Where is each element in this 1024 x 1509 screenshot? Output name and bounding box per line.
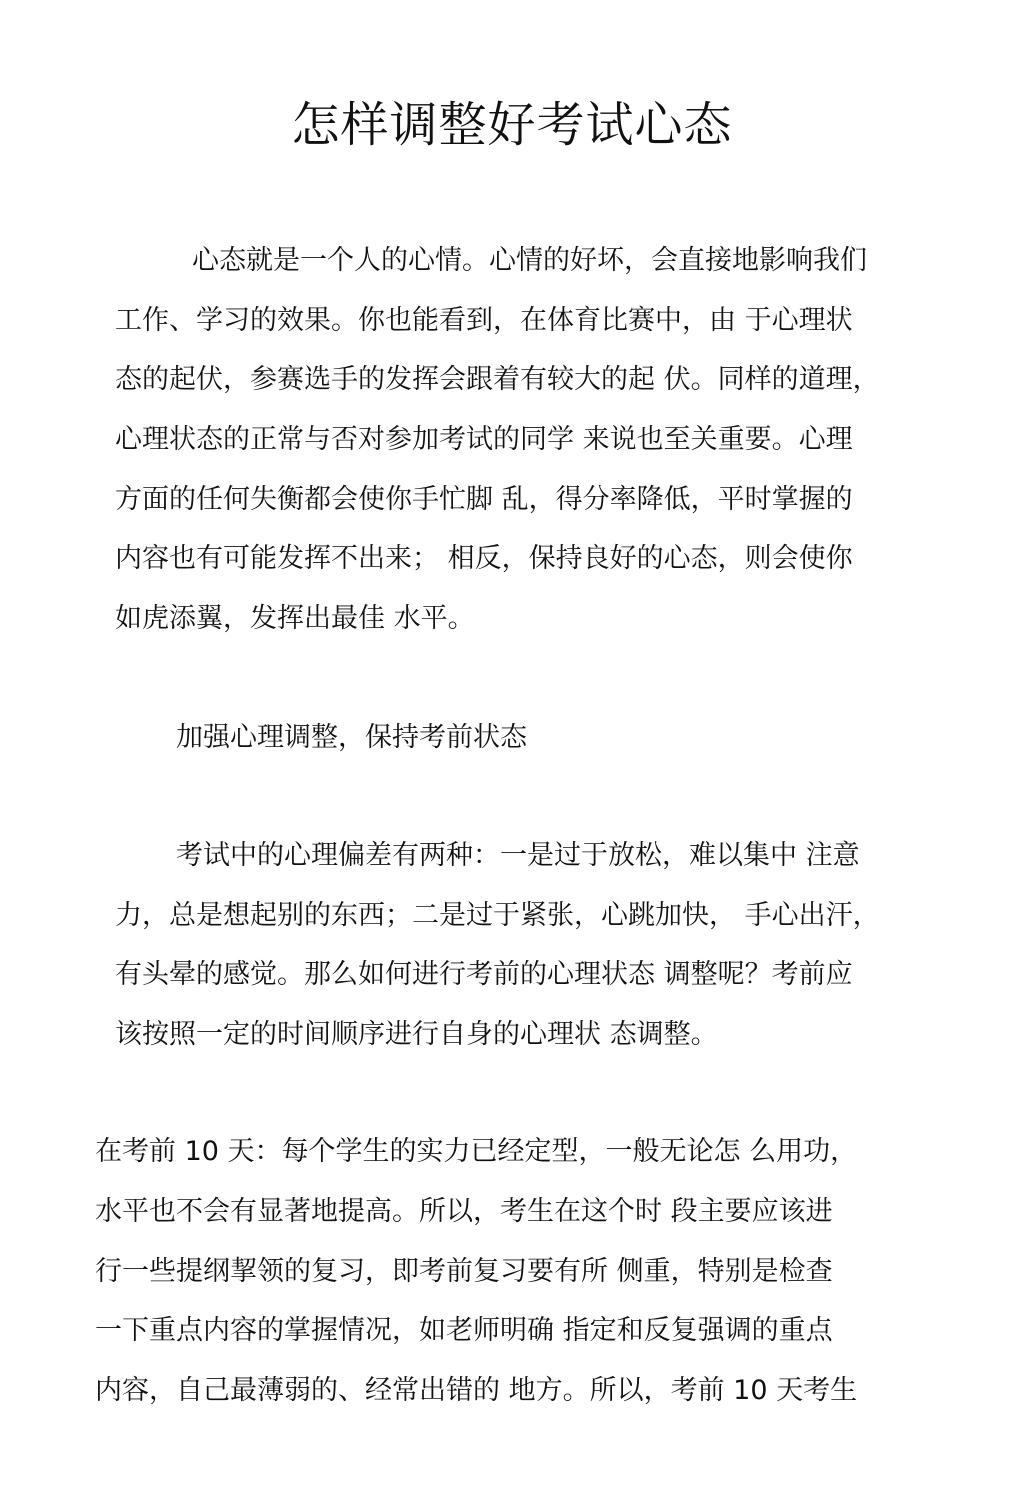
paragraph-line: 方面的任何失衡都会使你手忙脚 乱，得分率降低，平时掌握的 xyxy=(115,484,853,515)
paragraph-line: 在考前 10 天：每个学生的实力已经定型，一般无论怎 么用功， xyxy=(95,1136,858,1167)
section-heading: 加强心理调整，保持考前状态 xyxy=(176,722,527,753)
paragraph-line: 力，总是想起别的东西；二是过于紧张，心跳加快， 手心出汗， xyxy=(115,900,880,931)
paragraph-line: 该按照一定的时间顺序进行自身的心理状 态调整。 xyxy=(115,1019,718,1050)
paragraph-line: 工作、学习的效果。你也能看到，在体育比赛中，由 于心理状 xyxy=(115,305,853,336)
paragraph-line: 有头晕的感觉。那么如何进行考前的心理状态 调整呢？考前应 xyxy=(115,959,853,990)
paragraph-line: 心态就是一个人的心情。心情的好坏，会直接地影响我们 xyxy=(192,245,867,276)
paragraph-line: 一下重点内容的掌握情况，如老师明确 指定和反复强调的重点 xyxy=(95,1315,833,1346)
paragraph-line: 心理状态的正常与否对参加考试的同学 来说也至关重要。心理 xyxy=(115,424,853,455)
paragraph-line: 行一些提纲挈领的复习，即考前复习要有所 侧重，特别是检查 xyxy=(95,1256,833,1287)
paragraph-line: 内容也有可能发挥不出来； 相反，保持良好的心态，则会使你 xyxy=(115,543,853,574)
paragraph-line: 内容，自己最薄弱的、经常出错的 地方。所以，考前 10 天考生 xyxy=(95,1375,858,1406)
paragraph-line: 考试中的心理偏差有两种：一是过于放松，难以集中 注意 xyxy=(176,840,860,871)
paragraph-line: 如虎添翼，发挥出最佳 水平。 xyxy=(115,603,475,634)
paragraph-line: 态的起伏，参赛选手的发挥会跟着有较大的起 伏。同样的道理， xyxy=(115,364,880,395)
paragraph-line: 水平也不会有显著地提高。所以，考生在这个时 段主要应该进 xyxy=(95,1196,833,1227)
document-title: 怎样调整好考试心态 xyxy=(291,97,733,153)
